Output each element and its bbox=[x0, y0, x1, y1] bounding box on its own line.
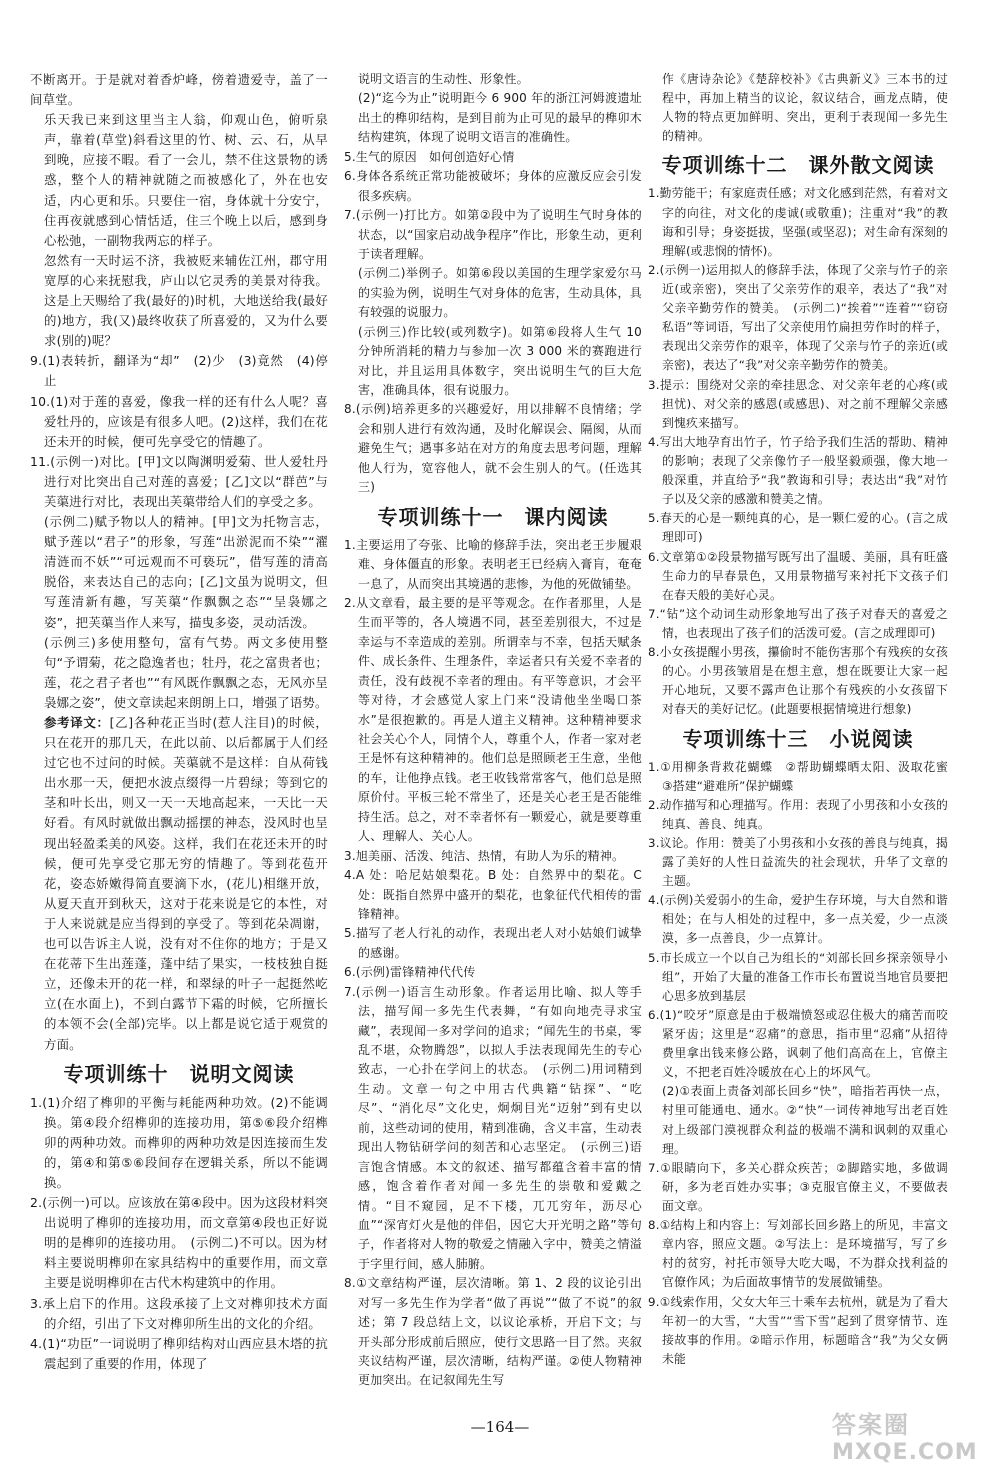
reference-translation bbox=[30, 713, 328, 1055]
answer-item bbox=[344, 1274, 642, 1391]
answer-item bbox=[648, 796, 948, 834]
answer-text: 8.①文章结构严谨，层次清晰。第 1、2 段的议论引出对写一多先生作为学者“做了再说”“做了不说”的叙述；第 7 段总结上文，以议论承桥，开启下文；与开头部分形成前后照应，使行文思路一目了然。夹叙夹议结构严谨，层次清晰，结构严谨。②使人物精神更加突出。在记叙闻先生写 bbox=[344, 1276, 642, 1388]
answer-item bbox=[30, 1294, 328, 1334]
answer-text: 1.①用柳条背救花蝴蝶 ②帮助蝴蝶晒太阳、汲取花蜜 ③搭建“避难所”保护蝴蝶 bbox=[648, 759, 960, 793]
answer-item bbox=[344, 594, 642, 847]
answer-item bbox=[344, 924, 642, 963]
answer-text: 不断离开。于是就对着香炉峰，傍着遗爱寺，盖了一间草堂。 bbox=[30, 72, 328, 108]
answer-item bbox=[648, 643, 948, 719]
answer-text: 5.市长成立一个以自己为组长的“刘部长回乡探亲领导小组”，开始了大量的准备工作市长布置说当地官员要把心思多放到基层 bbox=[648, 950, 948, 1003]
section-heading: 专项训练十一 课内阅读 bbox=[377, 504, 609, 529]
section-heading: 专项训练十二 课外散文阅读 bbox=[661, 153, 935, 178]
answer-paragraph bbox=[30, 110, 328, 251]
answer-item bbox=[648, 433, 948, 509]
answer-text: 4.A 处：哈尼姑娘梨花。B 处：自然界中的梨花。C 处：既指自然界中盛开的梨花，也象征代代相传的雷锋精神。 bbox=[344, 868, 642, 921]
answer-item bbox=[344, 148, 642, 167]
answer-item bbox=[30, 452, 328, 512]
answer-item bbox=[648, 949, 948, 1006]
answer-item bbox=[648, 605, 948, 643]
answer-paragraph bbox=[344, 70, 642, 89]
answer-text: 忽然有一天时运不济，我被贬来辅佐江州，郡守用宽厚的心来抚慰我，庐山以它灵秀的美景对待我。这是上天赐给了我(最好的)时机，大地送给我(最好的)地方，我(又)最终收获了所喜爱的，又为什么要求(别的)呢？ bbox=[44, 252, 328, 349]
answer-item bbox=[344, 866, 642, 924]
answer-text: 5.春天的心是一颗纯真的心，是一颗仁爱的心。(言之成理即可) bbox=[648, 511, 948, 545]
answer-paragraph bbox=[30, 512, 328, 633]
answer-text: 3.旭美丽、活泼、纯洁、热情，有助人为乐的精神。 bbox=[344, 848, 625, 863]
answer-item bbox=[344, 206, 642, 264]
answer-text: (示例二)赋予物以人的精神。[甲]文为托物言志，赋予莲以“君子”的形象，写莲“出淤泥而不染”“濯清涟而不妖”“可远观而不可亵玩”，借写莲的清高脱俗，来表达自己的志向；[乙]文虽为说明文，但写莲清新有趣，写芙蕖“作飘飘之态”“呈袅娜之姿”，把芙蕖当作人来写，描曳多姿，灵动活泼。 bbox=[44, 514, 328, 630]
answer-text: (2)“迄今为止”说明距今 6 900 年的浙江河姆渡遗址出土的榫卯结构，是到目前为止可见的最早的榫卯木结构建筑，体现了说明文语言的准确性。 bbox=[358, 91, 642, 145]
answer-text: 1.勤劳能干；有家庭责任感；对文化感到茫然，有着对文字的向往，对文化的虔诚(或敬重)；注重对“我”的教诲和引导；身姿挺拔，坚强(或坚忍)；对生命有深刻的理解(或悲悯的情怀)。 bbox=[648, 186, 948, 258]
answer-text: 3.承上启下的作用。这段承接了上文对榫卯技术方面的介绍，引出了下文对榫卯所生出的文化的介绍。 bbox=[30, 1295, 328, 1331]
answer-text: 5.生气的原因 如何创造好心情 bbox=[344, 149, 515, 164]
answer-text: 6.身体各系统正常功能被破坏；身体的应激反应会引发很多疾病。 bbox=[344, 169, 642, 203]
section-heading: 专项训练十三 小说阅读 bbox=[682, 726, 914, 751]
column-middle bbox=[344, 70, 642, 1391]
answer-text: 2.(示例一)可以。应该放在第④段中。因为这段材料突出说明了榫卯的连接功用，而文章第④段也正好说明的是榫卯的连接功用。 (示例二)不可以。因为材料主要说明榫卯在家具结构中的重要作用，而文章主要是说明榫卯在古代木构建筑中的作用。 bbox=[30, 1195, 329, 1291]
answer-item bbox=[648, 184, 948, 260]
answer-item bbox=[648, 376, 948, 433]
answer-paragraph bbox=[344, 89, 642, 147]
answer-text: 11.(示例一)对比。[甲]文以陶渊明爱菊、世人爱牡丹进行对比突出自己对莲的喜爱；[乙]文以“群芭”与芙蕖进行对比，表现出芙蕖带给人们的享受之多。 bbox=[30, 453, 328, 509]
answer-item bbox=[344, 400, 642, 497]
watermark-brand: 答案圈 bbox=[832, 1411, 910, 1439]
answer-text: 说明文语言的生动性、形象性。 bbox=[358, 72, 529, 86]
answer-paragraph bbox=[30, 251, 328, 351]
answer-text: 6.(1)“咬牙”原意是由于极端愤怒或忍住极大的痛苦而咬紧牙齿；这里是“忍痛”的意思，指市里“忍痛”从招待费里拿出钱来修公路，讽刺了他们高高在上，官僚主义，不把老百姓冷暖放在心上的坏风气。 bbox=[648, 1007, 948, 1080]
answer-item bbox=[648, 891, 948, 948]
answer-text: 9.①线索作用，父女大年三十乘车去杭州，就是为了看大年初一的大雪，“大雪”“雪下雪”起到了贯穿情节、连接故事的作用。②暗示作用，标题暗含“我”为父女俩未能 bbox=[648, 1294, 948, 1366]
answer-text: 6.文章第①②段景物描写既写出了温暖、美丽，具有旺盛生命力的早春景色，又用景物描写来衬托下文孩子们在春天般的美好心灵。 bbox=[648, 549, 948, 602]
answer-paragraph bbox=[648, 1082, 948, 1158]
answer-text: 7.(示例一)语言生动形象。作者运用比喻、拟人等手法，描写闻一多先生代表舞，“有如向地壳寻求宝藏”，表现闻一多对学问的追求；“闻先生的书桌，零乱不堪，众物腾怨”，以拟人手法表现闻先生的专心致志，一心扑在学问上的状态。 (示例二)用词精到生动。文章一句之中用古代典籍“钻探”、“吃尽”、“消化尽”文化史，炯炯目光“迈射”到有史以前，这些动词的使用，精到准确，含义丰富，生动表现出人物钻研学问的刻苦和心志坚定。 (示例三)语言饱含情感。本文的叙述、描写都蕴含着丰富的情感，饱含着作者对闻一多先生的崇敬和爱戴之情。“目不窥园，足不下楼，兀兀穷年，沥尽心血”“深宵灯火是他的伴侣，因它大开光明之路”等句子，作者将对人物的敬爱之情融入字中，赞美之情溢于字里行间，感人肺腑。 bbox=[344, 984, 642, 1271]
answer-item bbox=[30, 392, 328, 452]
answer-item bbox=[30, 1093, 328, 1193]
reference-label: 参考译文： bbox=[44, 715, 110, 730]
answer-text: 6.(示例)雷锋精神代代传 bbox=[344, 965, 476, 980]
answer-text: [乙]各种花正当时(惹人注目)的时候，只在花开的那几天，在此以前、以后都属于人们经过它也不过问的时候。芙蕖就不是这样：自从荷钱出水那一天，便把水波点缀得一片碧绿；等到它的茎和叶长出，则又一天一天地高起来，一天比一天好看。有风时就做出飘动摇摆的神态，没风时也呈现出轻盈柔美的风姿。这样，我们在花还未开的时候，便可先享受它那无穷的情趣了。等到花苞开花，姿态娇嫩得简直要滴下水，(花儿)相继开放，从夏天直开到秋天，这对于花来说是它的本性，对于人来说就是应当得到的享受了。等到花朵凋谢，也可以告诉主人说，没有对不住你的地方；于是又在花蒂下生出莲蓬，蓬中结了果实，一枝枝独自挺立，还像未开的花一样，和翠绿的叶子一起挺然屹立(在水面上)，不到白露节下霜的时候，它所擅长的本领不会(全部)完毕。以上都是说它适于观赏的方面。 bbox=[44, 715, 329, 1052]
answer-item bbox=[344, 167, 642, 206]
answer-item bbox=[30, 1193, 328, 1293]
answer-text: 8.小女孩提醒小男孩，攥偷时不能伤害那个有残疾的女孩的心。小男孩皱眉是在想主意，想在既要让大家一起开心地玩，又要不露声色让那个有残疾的小女孩留下对春天的美好记忆。(此题要根据情境进行想象) bbox=[648, 645, 948, 717]
answer-text: 7.(示例一)打比方。如第②段中为了说明生气时身体的状态，以“国家启动战争程序”作比，形象生动，更利于读者理解。 bbox=[344, 208, 642, 261]
answer-text: 7.①眼睛向下，多关心群众疾苦；②脚踏实地，多做调研，多为老百姓办实事；③克服官僚主义，不要做表面文章。 bbox=[648, 1160, 948, 1214]
answer-text: 8.①结构上和内容上：写刘部长回乡路上的所见，丰富文章内容，照应文题。②写法上：是环境描写，写了乡村的贫穷，衬托市领导大吃大喝，不为群众找利益的官僚作风；为后面故事情节的发展做铺垫。 bbox=[648, 1218, 948, 1290]
answer-paragraph bbox=[344, 264, 642, 322]
column-left bbox=[30, 70, 328, 1374]
answer-text: 2.从文章看，最主要的是平等观念。在作者那里，人是生而平等的，各人境遇不同，甚至差别很大，不过是幸运与不幸造成的差别。所谓幸与不幸，包括天赋条件、成长条件、生理条件，幸运者只有关爱不幸者的责任，没有歧视不幸者的理由。有平等意识，才会平等对待，才会感觉人家上门来“没请他坐坐喝口茶水”是很抱歉的。再是人道主义精神。这种精神要求社会关心个人，同情个人，尊重个人，作者一家对老王是怀有这种精神的。他们总是照顾老王生意，坐他的车，让他挣点钱。老王收钱常常客气，他们总是照原价付。平板三轮不常坐了，还是关心老王是否能维持生活。总之，对不幸者怀有一颗爱心，就是要尊重人、理解人、关心人。 bbox=[344, 595, 642, 844]
answer-text: 4.(示例)关爱弱小的生命，爱护生存环境，与大自然和谐相处；在与人相处的过程中，多一点关爱，少一点淡漠，多一点善良，少一点算计。 bbox=[648, 893, 948, 946]
answer-item bbox=[344, 847, 642, 866]
watermark-url: MXQE.COM bbox=[832, 1440, 978, 1465]
answer-item bbox=[648, 548, 948, 605]
answer-item bbox=[648, 834, 948, 891]
answer-item bbox=[648, 1159, 948, 1216]
section-heading: 专项训练十 说明文阅读 bbox=[63, 1061, 295, 1086]
page-number: —164— bbox=[470, 1418, 530, 1436]
answer-text: 乐天我已来到这里当主人翁，仰观山色，俯听泉声，靠着(草堂)斜看这里的竹、树、云、石，从早到晚，应接不暇。看了一会儿，禁不住这景物的诱惑，整个人的精神就随之而被感化了，外在也安适，内心更和乐。只要住一宿，身体就十分安宁，住再夜就感到心情恬适，住三个晚上以后，感到身心松弛，一副物我两忘的样子。 bbox=[44, 112, 328, 248]
answer-paragraph bbox=[30, 70, 328, 110]
answer-text: 1.主要运用了夸张、比喻的修辞手法，突出老王步履艰难、身体僵直的形象。表明老王已经病入膏肓，奄奄一息了，从而突出其境遇的悲惨，为他的死做铺垫。 bbox=[344, 537, 642, 591]
answer-text: 4.(1)“功臣”一词说明了榫卯结构对山西应县木塔的抗震起到了重要的作用，体现了 bbox=[30, 1335, 328, 1371]
answer-text: 3.议论。作用：赞美了小男孩和小女孩的善良与纯真，揭露了美好的人性日益流失的社会现状，升华了文章的主题。 bbox=[648, 835, 948, 889]
answer-item bbox=[648, 261, 948, 376]
answer-text: 10.(1)对于莲的喜爱，像我一样的还有什么人呢？喜爱牡丹的，应该是有很多人吧。(2)这样，我们在花还未开的时候，便可先享受它的情趣了。 bbox=[30, 393, 328, 449]
answer-item bbox=[30, 1334, 328, 1374]
answer-item bbox=[344, 963, 642, 982]
answer-text: 9.(1)表转折，翻译为“却” (2)少 (3)竟然 (4)停止 bbox=[30, 353, 328, 389]
answer-paragraph bbox=[648, 70, 948, 146]
answer-text: 7.“钻”这个动词生动形象地写出了孩子对春天的喜爱之情，也表现出了孩子们的活泼可爱。(言之成理即可) bbox=[648, 606, 948, 640]
answer-text: (示例三)多使用整句，富有气势。两文多使用整句“予谓菊，花之隐逸者也；牡丹，花之富贵者也；莲，花之君子者也”“有风既作飘飘之态，无风亦呈袅娜之姿”，使文章读起来朗朗上口，增强了语势。 bbox=[44, 634, 328, 710]
answer-item bbox=[648, 1216, 948, 1292]
column-right bbox=[648, 70, 960, 1369]
answer-text: (2)①表面上责备刘部长回乡“快”，暗指若再快一点，村里可能通电、通水。②“快”一词传神地写出老百姓对上级部门漠视群众利益的极端不满和讽刺的双重心理。 bbox=[662, 1084, 948, 1156]
answer-text: 4.写出大地孕育出竹子，竹子给予我们生活的帮助、精神的影响；表现了父亲像竹子一般坚毅顽强，像大地一般深重，并直给予“我”教诲和引导；表达出“我”对竹子以及父亲的感激和赞美之情。 bbox=[648, 434, 948, 507]
answer-item bbox=[648, 1006, 948, 1082]
answer-item bbox=[344, 536, 642, 594]
answer-paragraph bbox=[30, 633, 328, 713]
answer-text: 5.描写了老人行礼的动作，表现出老人对小姑娘们诚挚的感谢。 bbox=[344, 926, 642, 960]
answer-paragraph bbox=[344, 323, 642, 401]
answer-text: 2.(示例一)运用拟人的修辞手法，体现了父亲与竹子的亲近(或亲密)，突出了父亲劳作的艰辛，表达了“我”对父亲辛勤劳作的赞美。 (示例二)“挨着”“连着”“窃窃私语”等词语，写出了父亲使用竹扁担劳作时的样子，表现出父亲劳作的艰辛，体现了父亲与竹子的亲近(或亲密)，表达了“我”对父亲辛勤劳作的赞美。 bbox=[648, 262, 948, 373]
answer-text: 8.(示例)培养更多的兴趣爱好，用以排解不良情绪；学会和别人进行有效沟通，及时化解误会、隔阂，从而避免生气；遇事多站在对方的角度去思考问题，理解他人行为，宽容他人，就不会生别人的气。(任选其三) bbox=[344, 402, 642, 495]
answer-item bbox=[344, 983, 642, 1275]
answer-text: 1.(1)介绍了榫卯的平衡与耗能两种功效。(2)不能调换。第④段介绍榫卯的连接功用，第⑤⑥段介绍榫卯的两种功效。而榫卯的两种功效是因连接而生发的，第④和第⑤⑥段间存在逻辑关系，所以不能调换。 bbox=[30, 1094, 328, 1190]
answer-text: (示例二)举例子。如第⑥段以美国的生理学家爱尔马的实验为例，说明生气对身体的危害，生动具体，具有较强的说服力。 bbox=[358, 266, 642, 320]
answer-item bbox=[648, 758, 960, 796]
answer-text: (示例三)作比较(或列数字)。如第⑥段将人生气 10 分钟所消耗的精力与参加一次 3 000 米的赛跑进行对比，并且运用具体数字，突出说明生气的巨大危害，准确具体，很有说服力。 bbox=[358, 324, 642, 397]
answer-text: 作《唐诗杂论》《楚辞校补》《古典新义》三本书的过程中，再加上精当的议论，叙议结合，画龙点睛，使人物的特点更加鲜明、突出，更利于表现闻一多先生的精神。 bbox=[662, 72, 948, 144]
site-watermark bbox=[832, 1405, 982, 1463]
answer-item bbox=[648, 1293, 948, 1369]
answer-text: 2.动作描写和心理描写。作用：表现了小男孩和小女孩的纯真、善良、纯真。 bbox=[648, 797, 948, 831]
answer-item bbox=[648, 509, 948, 547]
answer-text: 3.提示：围绕对父亲的牵挂思念、对父亲年老的心疼(或担忧)、对父亲的感恩(或感思)、对之前不理解父亲感到愧疚来描写。 bbox=[648, 377, 948, 430]
answer-item bbox=[30, 351, 328, 391]
